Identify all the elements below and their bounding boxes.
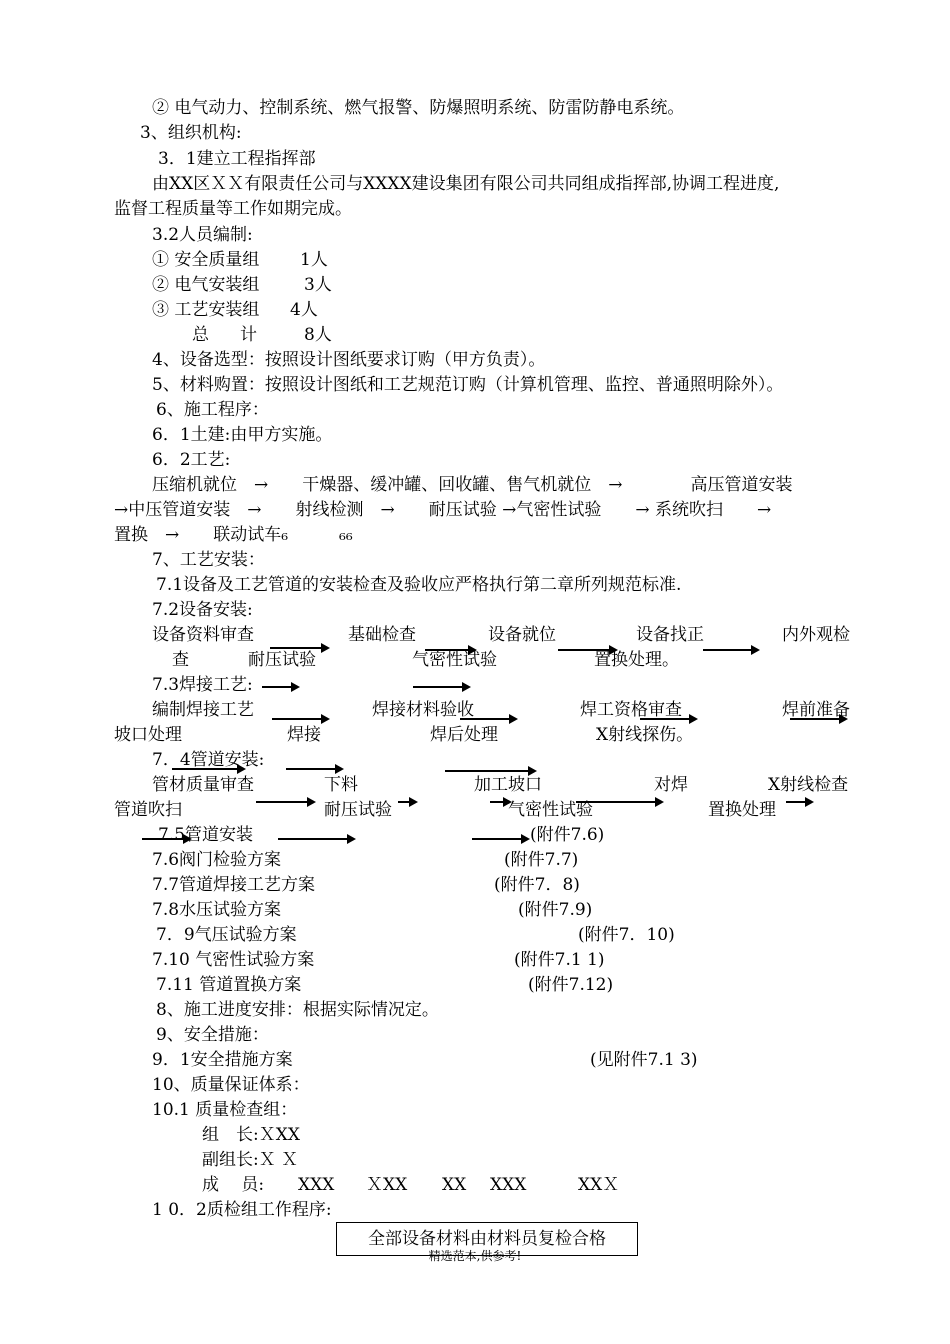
total-label: 计 [240, 325, 257, 345]
flow-arrow [558, 649, 616, 651]
text-line: 监督工程质量等工作如期完成。 [114, 199, 352, 219]
annex-item: 7.8水压试验方案 [152, 900, 282, 920]
section-heading: 6、施工程序： [156, 400, 269, 420]
flow-arrow [262, 686, 298, 688]
flow-step: 置换处理。 [594, 650, 679, 670]
flow-arrow [490, 801, 510, 803]
flow-arrow [256, 801, 314, 803]
flow-step: X射线探伤。 [596, 725, 694, 745]
flow-step: 设备资料审查 [152, 625, 254, 645]
section-heading: 5、材料购置：按照设计图纸和工艺规范订购（计算机管理、监控、普通照明除外）。 [152, 375, 784, 395]
annex-item: 7.6阀门检验方案 [152, 850, 282, 870]
team-role: 副组长:Ｘ Ｘ [202, 1150, 299, 1170]
annex-ref: (附件7．10) [578, 925, 675, 945]
annex-ref: (附件7.9) [518, 900, 593, 920]
flow-arrow [472, 838, 528, 840]
flow-step: 管材质量审查 [152, 775, 254, 795]
flow-arrow [413, 686, 469, 688]
list-item: ① 安全质量组 [152, 250, 260, 270]
annex-ref: (附件7.1 1) [514, 950, 605, 970]
annex-ref: (附件7.6) [530, 825, 605, 845]
team-member: XXＸ [578, 1175, 620, 1195]
annex-ref: (附件7．8) [494, 875, 580, 895]
subsection-heading: 7．4管道安装: [152, 750, 265, 770]
list-item-value: 4人 [290, 300, 318, 320]
list-item: ③ 工艺安装组 [152, 300, 260, 320]
team-role: 成 员: [202, 1175, 265, 1195]
team-member: XXX [490, 1175, 527, 1195]
flow-step: 置换处理 [708, 800, 776, 820]
footer-note: 精选范本,供参考! [428, 1249, 522, 1263]
flow-step: 焊接 [287, 725, 321, 745]
team-member: XXX [298, 1175, 335, 1195]
flow-arrow [172, 768, 244, 770]
flow-step: 管道吹扫 [114, 800, 182, 820]
flow-arrow [790, 718, 846, 720]
annex-ref: (附件7.12) [528, 975, 614, 995]
section-heading: 8、施工进度安排：根据实际情况定。 [156, 1000, 439, 1020]
flow-arrow [270, 647, 328, 649]
subsection-heading: 1 0．2质检组工作程序: [152, 1200, 332, 1220]
team-role: 组 长:ＸXX [202, 1125, 300, 1145]
subsection-heading: 3.2人员编制: [152, 225, 253, 245]
text-line: 7.1设备及工艺管道的安装检查及验收应严格执行第二章所列规范标准. [156, 575, 682, 595]
annex-item: 7.7管道焊接工艺方案 [152, 875, 316, 895]
flow-step: 设备找正 [636, 625, 704, 645]
flow-step: 设备就位 [488, 625, 556, 645]
flow-step: 气密性试验 [508, 800, 593, 820]
total-label: 总 [192, 325, 209, 345]
list-item-value: 1人 [300, 250, 328, 270]
subsection-heading: 3．1建立工程指挥部 [158, 149, 316, 169]
flow-line: →中压管道安装 → 射线检测 → 耐压试验 →气密性试验 → 系统吹扫 → [114, 500, 772, 520]
flow-arrow [286, 768, 342, 770]
annex-item: 9．1安全措施方案 [152, 1050, 293, 1070]
flow-step: 焊接材料验收 [372, 700, 474, 720]
list-item-value: 3人 [304, 275, 332, 295]
flow-step: 下料 [324, 775, 358, 795]
section-heading: 10、质量保证体系： [152, 1075, 310, 1095]
flow-step: 内外观检 [782, 625, 850, 645]
flow-step: 焊前准备 [782, 700, 850, 720]
flow-step: 对焊 [654, 775, 688, 795]
flow-arrow [703, 649, 758, 651]
flow-step: 加工坡口 [474, 775, 542, 795]
flow-arrow [576, 801, 662, 803]
flow-arrow [640, 718, 696, 720]
subsection-heading: 6．1土建:由甲方实施。 [152, 425, 333, 445]
section-heading: 3、组织机构: [140, 123, 242, 143]
annex-item: 7.11 管道置换方案 [156, 975, 302, 995]
flow-arrow [445, 770, 535, 772]
flow-arrow [398, 801, 416, 803]
section-heading: 9、安全措施： [156, 1025, 269, 1045]
team-member: ＸXX [366, 1175, 408, 1195]
flow-arrow [272, 718, 328, 720]
list-item: ② 电气安装组 [152, 275, 260, 295]
flow-step: 焊工资格审查 [580, 700, 682, 720]
flow-step: 查 [172, 650, 189, 670]
flow-step: 基础检查 [348, 625, 416, 645]
flow-step: 耐压试验 [324, 800, 392, 820]
text-line: 由XX区ＸＸ有限责任公司与XXXX建设集团有限公司共同组成指挥部,协调工程进度, [152, 174, 780, 194]
flow-line: 置换 → 联动试车₆ ₆₆ [114, 525, 353, 545]
team-member: XX [442, 1175, 467, 1195]
total-value: 8人 [304, 325, 332, 345]
annex-item: 7.5管道安装 [158, 825, 254, 845]
annex-ref: (附件7.7) [504, 850, 579, 870]
subsection-heading: 7.3焊接工艺: [152, 675, 253, 695]
annex-ref: (见附件7.1 3) [590, 1050, 698, 1070]
flow-step: 坡口处理 [114, 725, 182, 745]
flow-step: 编制焊接工艺 [152, 700, 254, 720]
section-heading: 7、工艺安装： [152, 550, 265, 570]
annex-item: 7．9气压试验方案 [156, 925, 297, 945]
annex-item: 7.10 气密性试验方案 [152, 950, 315, 970]
flow-arrow [425, 649, 475, 651]
flow-arrow [278, 838, 354, 840]
flow-box: 全部设备材料由材料员复检合格 [336, 1222, 638, 1256]
flow-step: 耐压试验 [248, 650, 316, 670]
flow-line: 压缩机就位 → 干燥器、缓冲罐、回收罐、售气机就位 → 高压管道安装 [152, 475, 793, 495]
flow-step: 气密性试验 [412, 650, 497, 670]
flow-step: 焊后处理 [430, 725, 498, 745]
subsection-heading: 7.2设备安装: [152, 600, 253, 620]
subsection-heading: 10.1 质量检查组： [152, 1100, 298, 1120]
subsection-heading: 6．2工艺: [152, 450, 231, 470]
section-heading: 4、设备选型：按照设计图纸要求订购（甲方负责）。 [152, 350, 546, 370]
text-line: ② 电气动力、控制系统、燃气报警、防爆照明系统、防雷防静电系统。 [152, 98, 685, 118]
flow-step: X射线检查 [768, 775, 849, 795]
flow-arrow [786, 801, 812, 803]
flow-arrow [460, 718, 516, 720]
